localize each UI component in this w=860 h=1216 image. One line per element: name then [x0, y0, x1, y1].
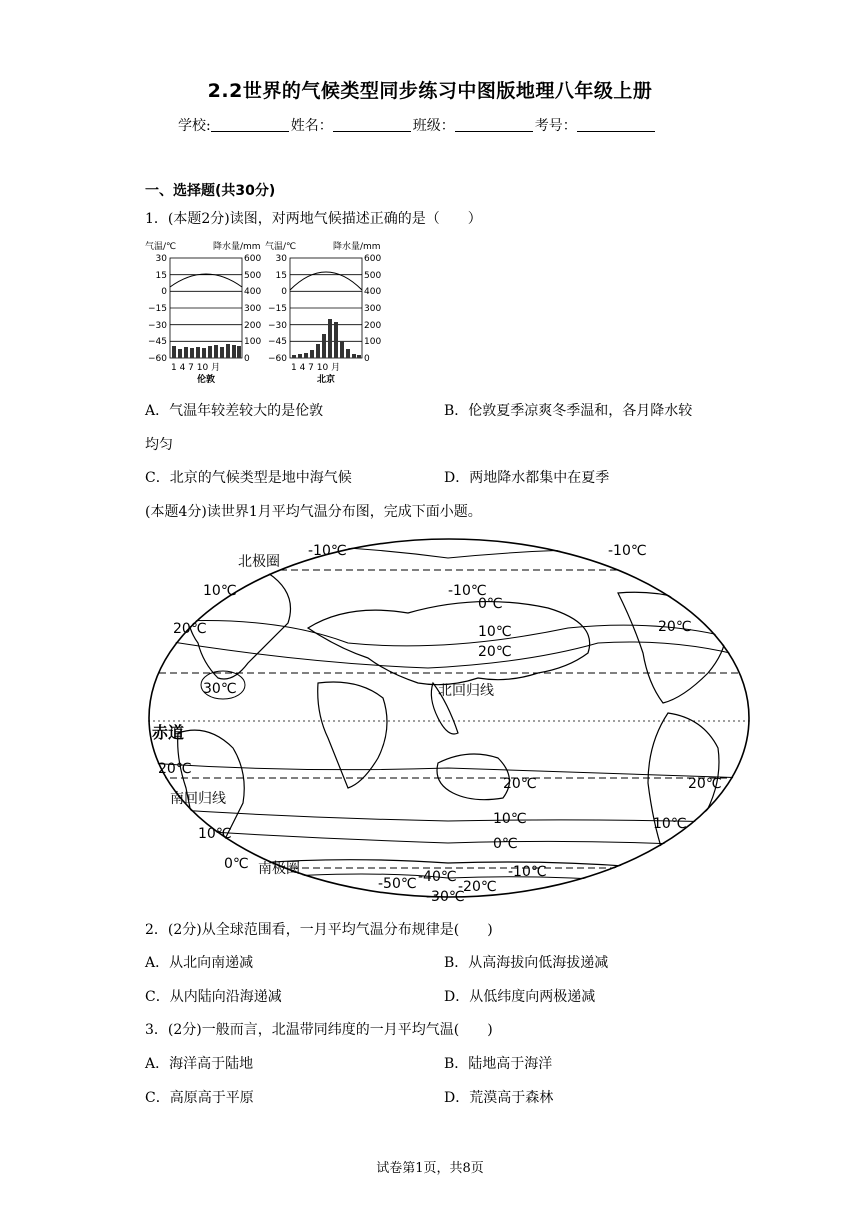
svg-text:-10℃: -10℃ — [448, 583, 487, 599]
student-info-line — [178, 115, 657, 135]
q1-option-b-continued: 均匀 — [145, 437, 173, 453]
svg-text:−45: −45 — [268, 337, 287, 347]
svg-text:0: 0 — [244, 354, 250, 364]
svg-text:0℃: 0℃ — [224, 856, 249, 872]
svg-text:−60: −60 — [268, 354, 287, 364]
svg-text:10℃: 10℃ — [493, 811, 527, 827]
q1-option-d[interactable]: D．两地降水都集中在夏季 — [444, 470, 610, 486]
svg-text:-10℃: -10℃ — [608, 543, 647, 559]
svg-text:100: 100 — [364, 337, 382, 347]
svg-text:0: 0 — [161, 287, 167, 297]
exam-number-label: 考号： — [534, 118, 577, 134]
temp-axis-label: 气温/℃ — [145, 242, 177, 252]
q1-option-b[interactable]: B．伦敦夏季凉爽冬季温和，各月降水较 — [444, 403, 693, 419]
svg-text:30: 30 — [155, 254, 167, 264]
svg-text:降水量/mm: 降水量/mm — [333, 242, 381, 252]
svg-text:20℃: 20℃ — [158, 761, 192, 777]
svg-text:0℃: 0℃ — [478, 596, 503, 612]
class-blank[interactable] — [455, 117, 533, 132]
name-label: 姓名： — [290, 118, 333, 134]
svg-text:−30: −30 — [268, 321, 287, 331]
svg-text:20℃: 20℃ — [503, 776, 537, 792]
svg-text:-40℃: -40℃ — [418, 869, 457, 885]
page-title: 2.2世界的气候类型同步练习中图版地理八年级上册 — [207, 80, 653, 102]
svg-text:30: 30 — [275, 254, 287, 264]
svg-text:10℃: 10℃ — [198, 826, 232, 842]
q2-option-a[interactable]: A．从北向南递减 — [145, 955, 254, 971]
svg-text:-30℃: -30℃ — [426, 889, 465, 903]
svg-text:10℃: 10℃ — [478, 624, 512, 640]
svg-text:南回归线: 南回归线 — [170, 791, 226, 807]
svg-text:-10℃: -10℃ — [508, 864, 547, 880]
world-january-temperature-map — [148, 533, 750, 903]
svg-text:600: 600 — [244, 254, 262, 264]
school-label: 学校: — [178, 118, 211, 134]
svg-text:−15: −15 — [268, 304, 287, 314]
question-1-stem: 1．(本题2分)读图，对两地气候描述正确的是（ ） — [145, 211, 482, 227]
svg-text:400: 400 — [364, 287, 382, 297]
svg-text:10℃: 10℃ — [203, 583, 237, 599]
city-beijing: 北京 — [317, 375, 336, 385]
q2-option-b[interactable]: B．从高海拔向低海拔递减 — [444, 955, 609, 971]
name-blank[interactable] — [333, 117, 411, 132]
svg-text:300: 300 — [364, 304, 382, 314]
svg-text:30℃: 30℃ — [203, 681, 237, 697]
svg-text:100: 100 — [244, 337, 262, 347]
class-label: 班级： — [412, 118, 455, 134]
svg-text:20℃: 20℃ — [478, 644, 512, 660]
question-2-stem: 2．(2分)从全球范围看，一月平均气温分布规律是( ) — [145, 922, 493, 938]
svg-text:−15: −15 — [148, 304, 167, 314]
svg-text:200: 200 — [244, 321, 262, 331]
svg-text:500: 500 — [244, 271, 262, 281]
page-footer: 试卷第1页，共8页 — [376, 1161, 484, 1176]
question-3-stem: 3．(2分)一般而言，北温带同纬度的一月平均气温( ) — [145, 1022, 493, 1038]
svg-text:600: 600 — [364, 254, 382, 264]
q3-option-b[interactable]: B．陆地高于海洋 — [444, 1056, 553, 1072]
precip-axis-label: 降水量/mm — [213, 242, 261, 252]
q2-option-c[interactable]: C．从内陆向沿海递减 — [145, 989, 282, 1005]
school-blank[interactable] — [211, 117, 289, 132]
svg-text:500: 500 — [364, 271, 382, 281]
svg-text:赤道: 赤道 — [152, 723, 185, 742]
svg-text:15: 15 — [275, 271, 287, 281]
svg-text:-10℃: -10℃ — [308, 543, 347, 559]
q2-option-d[interactable]: D．从低纬度向两极递减 — [444, 989, 596, 1005]
svg-text:20℃: 20℃ — [658, 619, 692, 635]
q1-option-a[interactable]: A．气温年较差较大的是伦敦 — [145, 403, 324, 419]
q1-option-c[interactable]: C．北京的气候类型是地中海气候 — [145, 470, 352, 486]
climate-charts — [140, 236, 390, 386]
svg-text:1 4 7 10 月: 1 4 7 10 月 — [171, 363, 221, 373]
svg-text:0: 0 — [281, 287, 287, 297]
svg-text:0: 0 — [364, 354, 370, 364]
svg-text:10℃: 10℃ — [653, 816, 687, 832]
exam-number-blank[interactable] — [577, 117, 655, 132]
svg-text:200: 200 — [364, 321, 382, 331]
svg-text:北极圈: 北极圈 — [238, 554, 280, 570]
svg-text:20℃: 20℃ — [173, 621, 207, 637]
q3-option-d[interactable]: D．荒漠高于森林 — [444, 1090, 554, 1106]
svg-text:南极圈: 南极圈 — [258, 861, 300, 877]
svg-text:15: 15 — [155, 271, 167, 281]
svg-text:−60: −60 — [148, 354, 167, 364]
svg-text:0℃: 0℃ — [493, 836, 518, 852]
svg-text:−30: −30 — [148, 321, 167, 331]
svg-text:1 4 7 10 月: 1 4 7 10 月 — [291, 363, 341, 373]
question-group-intro: (本题4分)读世界1月平均气温分布图，完成下面小题。 — [145, 504, 482, 520]
svg-text:400: 400 — [244, 287, 262, 297]
svg-text:北回归线: 北回归线 — [438, 683, 494, 699]
svg-text:−45: −45 — [148, 337, 167, 347]
svg-text:300: 300 — [244, 304, 262, 314]
section-heading: 一、选择题(共30分) — [145, 183, 276, 199]
q3-option-c[interactable]: C．高原高于平原 — [145, 1090, 254, 1106]
svg-text:-20℃: -20℃ — [458, 879, 497, 895]
svg-text:20℃: 20℃ — [688, 776, 722, 792]
q3-option-a[interactable]: A．海洋高于陆地 — [145, 1056, 254, 1072]
svg-text:气温/℃: 气温/℃ — [265, 242, 297, 252]
svg-text:-50℃: -50℃ — [378, 876, 417, 892]
city-london: 伦敦 — [197, 375, 216, 385]
